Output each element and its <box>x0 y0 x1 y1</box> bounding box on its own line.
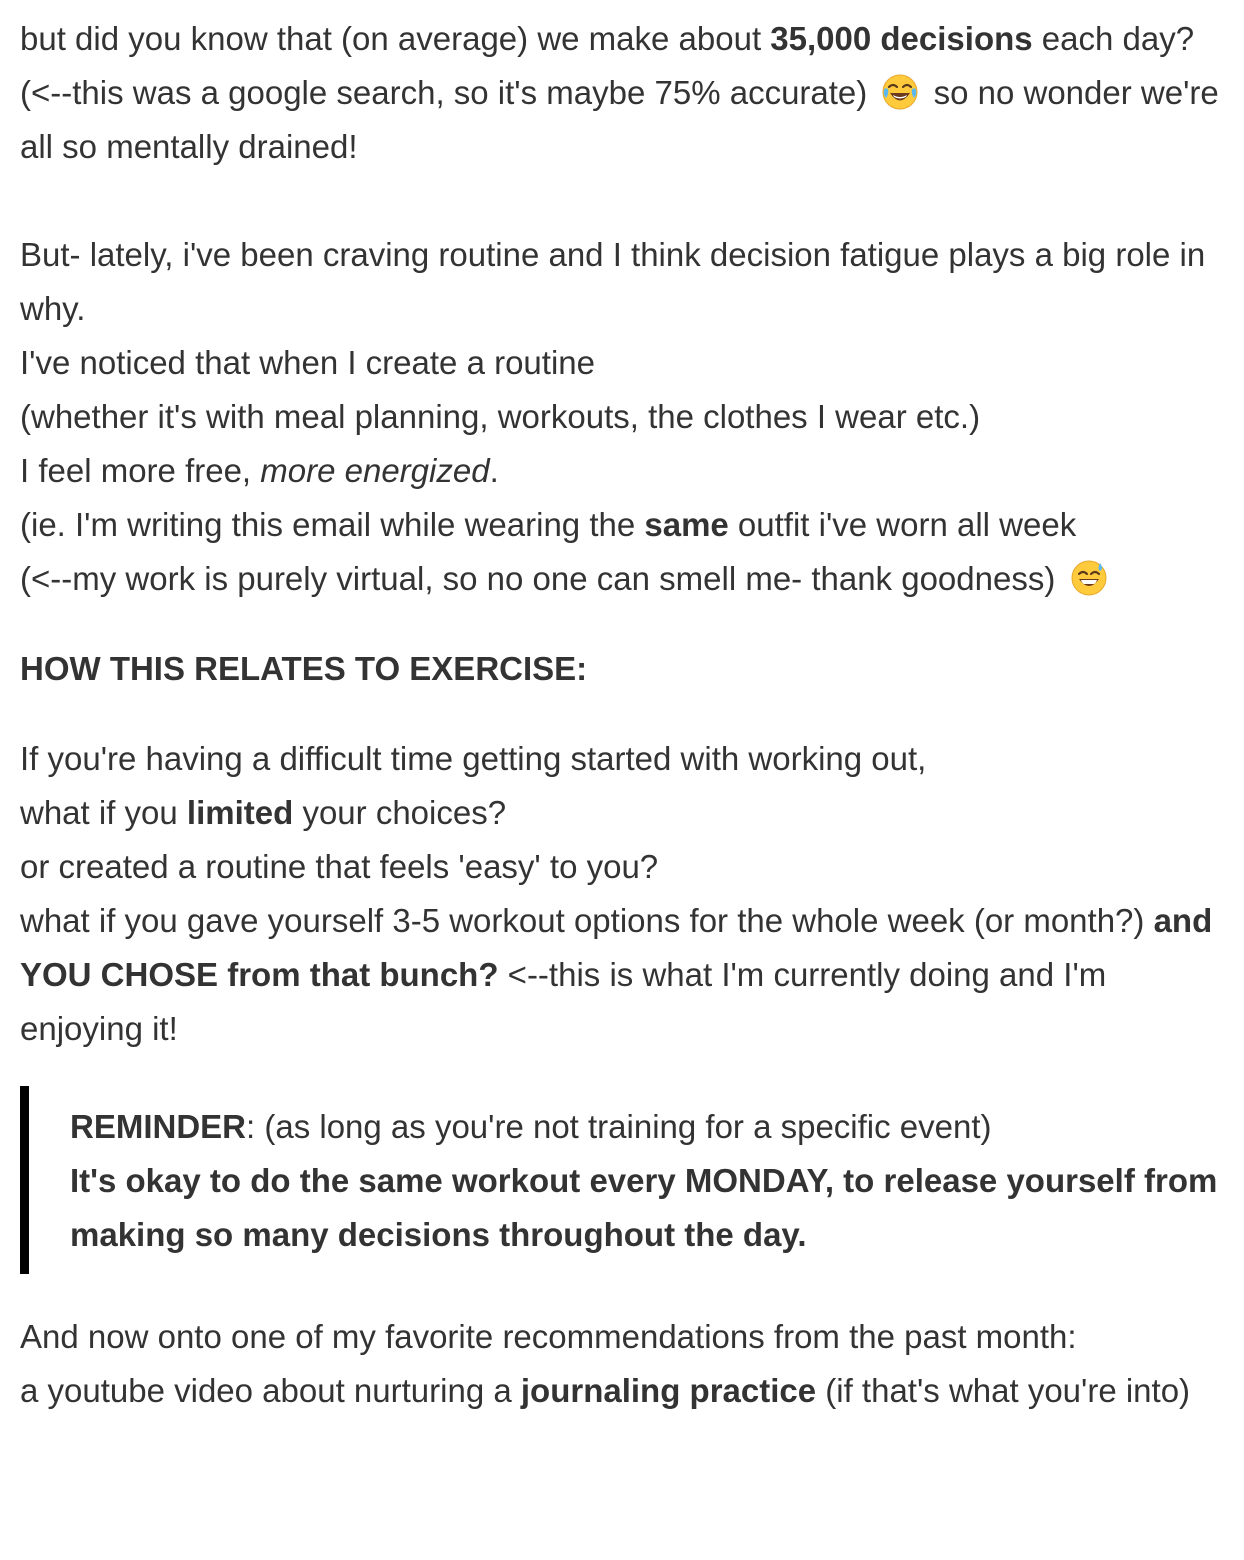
decisions-count: 35,000 decisions <box>770 20 1033 57</box>
paragraph-decisions: but did you know that (on average) we make about 35,000 decisions each day? (<--this was a google search, so it's maybe 75% accurate) so no wonder we're all so mentally drained! <box>20 20 1219 165</box>
reminder-blockquote: REMINDER: (as long as you're not training for a specific event) It's okay to do the same workout every MONDAY, to release yourself from making so many decisions throughout the day. <box>20 1086 1234 1274</box>
paragraph-exercise: If you're having a difficult time getting started with working out, what if you limited your choices? or created a routine that feels 'easy' to you? what if you gave yourself 3-5 workout options for the whole week (or month?) and YOU CHOSE from that bunch? <--this is what I'm currently doing and I'm enjoying it! <box>20 740 1213 1047</box>
blockquote-bar <box>20 1086 29 1274</box>
paragraph-routine: But- lately, i've been craving routine and I think decision fatigue plays a big role in why. I've noticed that when I create a routine (whether it's with meal planning, workouts, the clothes I wear etc.) I feel more free, more energized. (ie. I'm writing this email while wearing the same outfit i've worn all week (<--my work is purely virtual, so no one can smell me- thank goodness) <box>20 236 1206 597</box>
section-heading: HOW THIS RELATES TO EXERCISE: <box>20 650 588 687</box>
email-body <box>20 12 1234 1418</box>
paragraph-recommendation: And now onto one of my favorite recommendations from the past month: a youtube video about nurturing a journaling practice (if that's what you're into) <box>20 1318 1191 1409</box>
reminder-message: It's okay to do the same workout every MONDAY, to release yourself from making so many decisions throughout the day. <box>70 1162 1218 1253</box>
face-with-tears-of-joy-icon <box>880 72 920 112</box>
reminder-label: REMINDER <box>70 1108 247 1145</box>
grinning-face-with-sweat-icon <box>1069 558 1109 598</box>
